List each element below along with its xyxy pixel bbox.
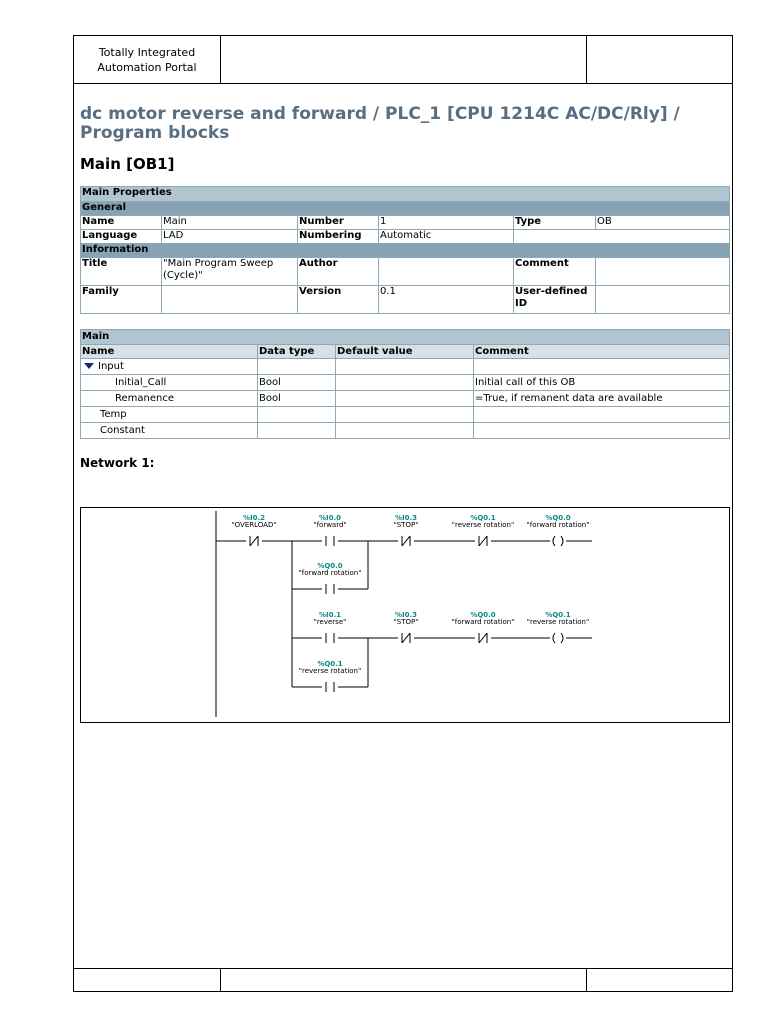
page-footer (73, 968, 733, 992)
row-name: Temp (81, 407, 258, 423)
row-type: Bool (258, 391, 336, 407)
table-row (81, 375, 730, 391)
type-label: Type (514, 216, 596, 230)
operand-symbol: "OVERLOAD" (231, 521, 277, 529)
operand-address: %Q0.0 (545, 514, 571, 522)
operand-symbol: "forward rotation" (451, 618, 515, 626)
operand-symbol: "reverse rotation" (526, 618, 590, 626)
language-label: Language (81, 230, 162, 244)
name-label: Name (81, 216, 162, 230)
comment-label: Comment (514, 258, 596, 286)
interface-section-title: Main (81, 330, 730, 345)
row-type: Bool (258, 375, 336, 391)
row-default (336, 423, 474, 439)
block-name: Main [OB1] (80, 155, 175, 173)
row-comment: =True, if remanent data are available (474, 391, 730, 407)
operand-symbol: "forward" (313, 521, 347, 529)
numbering-label: Numbering (298, 230, 379, 244)
row-type (258, 423, 336, 439)
product-name (74, 36, 221, 84)
row-comment: Initial call of this OB (474, 375, 730, 391)
footer-left-cell (74, 969, 221, 992)
author-label: Author (298, 258, 379, 286)
properties-table (80, 186, 730, 314)
row-type (258, 407, 336, 423)
column-header-name: Name (81, 345, 258, 359)
operand-symbol: "reverse" (313, 618, 347, 626)
row-type (258, 359, 336, 375)
information-section-title: Information (81, 244, 730, 258)
row-comment (474, 423, 730, 439)
row-default (336, 359, 474, 375)
header-center-cell (221, 36, 587, 84)
page-title: dc motor reverse and forward / PLC_1 [CPU 1214C AC/DC/Rly] / Program blocks (80, 104, 680, 143)
operand-address: %Q0.1 (317, 660, 343, 668)
row-name: Remanence (81, 391, 258, 407)
version-label: Version (298, 286, 379, 314)
operand-address: %Q0.0 (470, 611, 496, 619)
operand-address: %I0.2 (242, 514, 266, 522)
user-defined-id-value (596, 286, 730, 314)
operand-address: %I0.3 (394, 611, 418, 619)
operand-address: %I0.1 (318, 611, 342, 619)
row-comment (474, 359, 730, 375)
language-value: LAD (162, 230, 298, 244)
table-row (81, 423, 730, 439)
family-value (162, 286, 298, 314)
operand-symbol: "STOP" (393, 618, 419, 626)
number-value: 1 (379, 216, 514, 230)
user-defined-id-label: User-defined ID (514, 286, 596, 314)
operand-address: %Q0.1 (545, 611, 571, 619)
operand-symbol: "forward rotation" (298, 569, 362, 577)
general-section-title: General (81, 202, 730, 216)
operand-address: %Q0.1 (470, 514, 496, 522)
row-comment (474, 407, 730, 423)
footer-center-cell (221, 969, 587, 992)
product-name-line1: Totally Integrated (98, 45, 196, 59)
table-row (81, 391, 730, 407)
row-name: Initial_Call (81, 375, 258, 391)
version-value: 0.1 (379, 286, 514, 314)
header-right-cell (587, 36, 733, 84)
family-label: Family (81, 286, 162, 314)
column-header-data-type: Data type (258, 345, 336, 359)
network-title: Network 1: (80, 456, 155, 470)
footer-right-cell (587, 969, 733, 992)
row-name: Input (98, 360, 124, 372)
title-label: Title (81, 258, 162, 286)
operand-address: %Q0.0 (317, 562, 343, 570)
product-name-line2: Automation Portal (97, 60, 197, 74)
column-header-comment: Comment (474, 345, 730, 359)
column-header-default-value: Default value (336, 345, 474, 359)
properties-section-title: Main Properties (81, 187, 730, 202)
comment-value (596, 258, 730, 286)
empty-cell (514, 230, 730, 244)
ladder-diagram (80, 507, 730, 723)
interface-table (80, 329, 730, 439)
operand-symbol: "STOP" (393, 521, 419, 529)
row-default (336, 407, 474, 423)
number-label: Number (298, 216, 379, 230)
row-default (336, 391, 474, 407)
operand-address: %I0.0 (318, 514, 342, 522)
interface-row-input[interactable] (81, 359, 258, 375)
table-row (81, 407, 730, 423)
row-default (336, 375, 474, 391)
page-header (73, 35, 733, 84)
row-name: Constant (81, 423, 258, 439)
operand-address: %I0.3 (394, 514, 418, 522)
table-row (81, 359, 730, 375)
numbering-value: Automatic (379, 230, 514, 244)
author-value (379, 258, 514, 286)
operand-symbol: "reverse rotation" (298, 667, 362, 675)
title-value: "Main Program Sweep (Cycle)" (162, 258, 298, 286)
collapse-triangle-icon[interactable] (84, 363, 94, 369)
name-value: Main (162, 216, 298, 230)
type-value: OB (596, 216, 730, 230)
operand-symbol: "forward rotation" (526, 521, 590, 529)
operand-symbol: "reverse rotation" (451, 521, 515, 529)
